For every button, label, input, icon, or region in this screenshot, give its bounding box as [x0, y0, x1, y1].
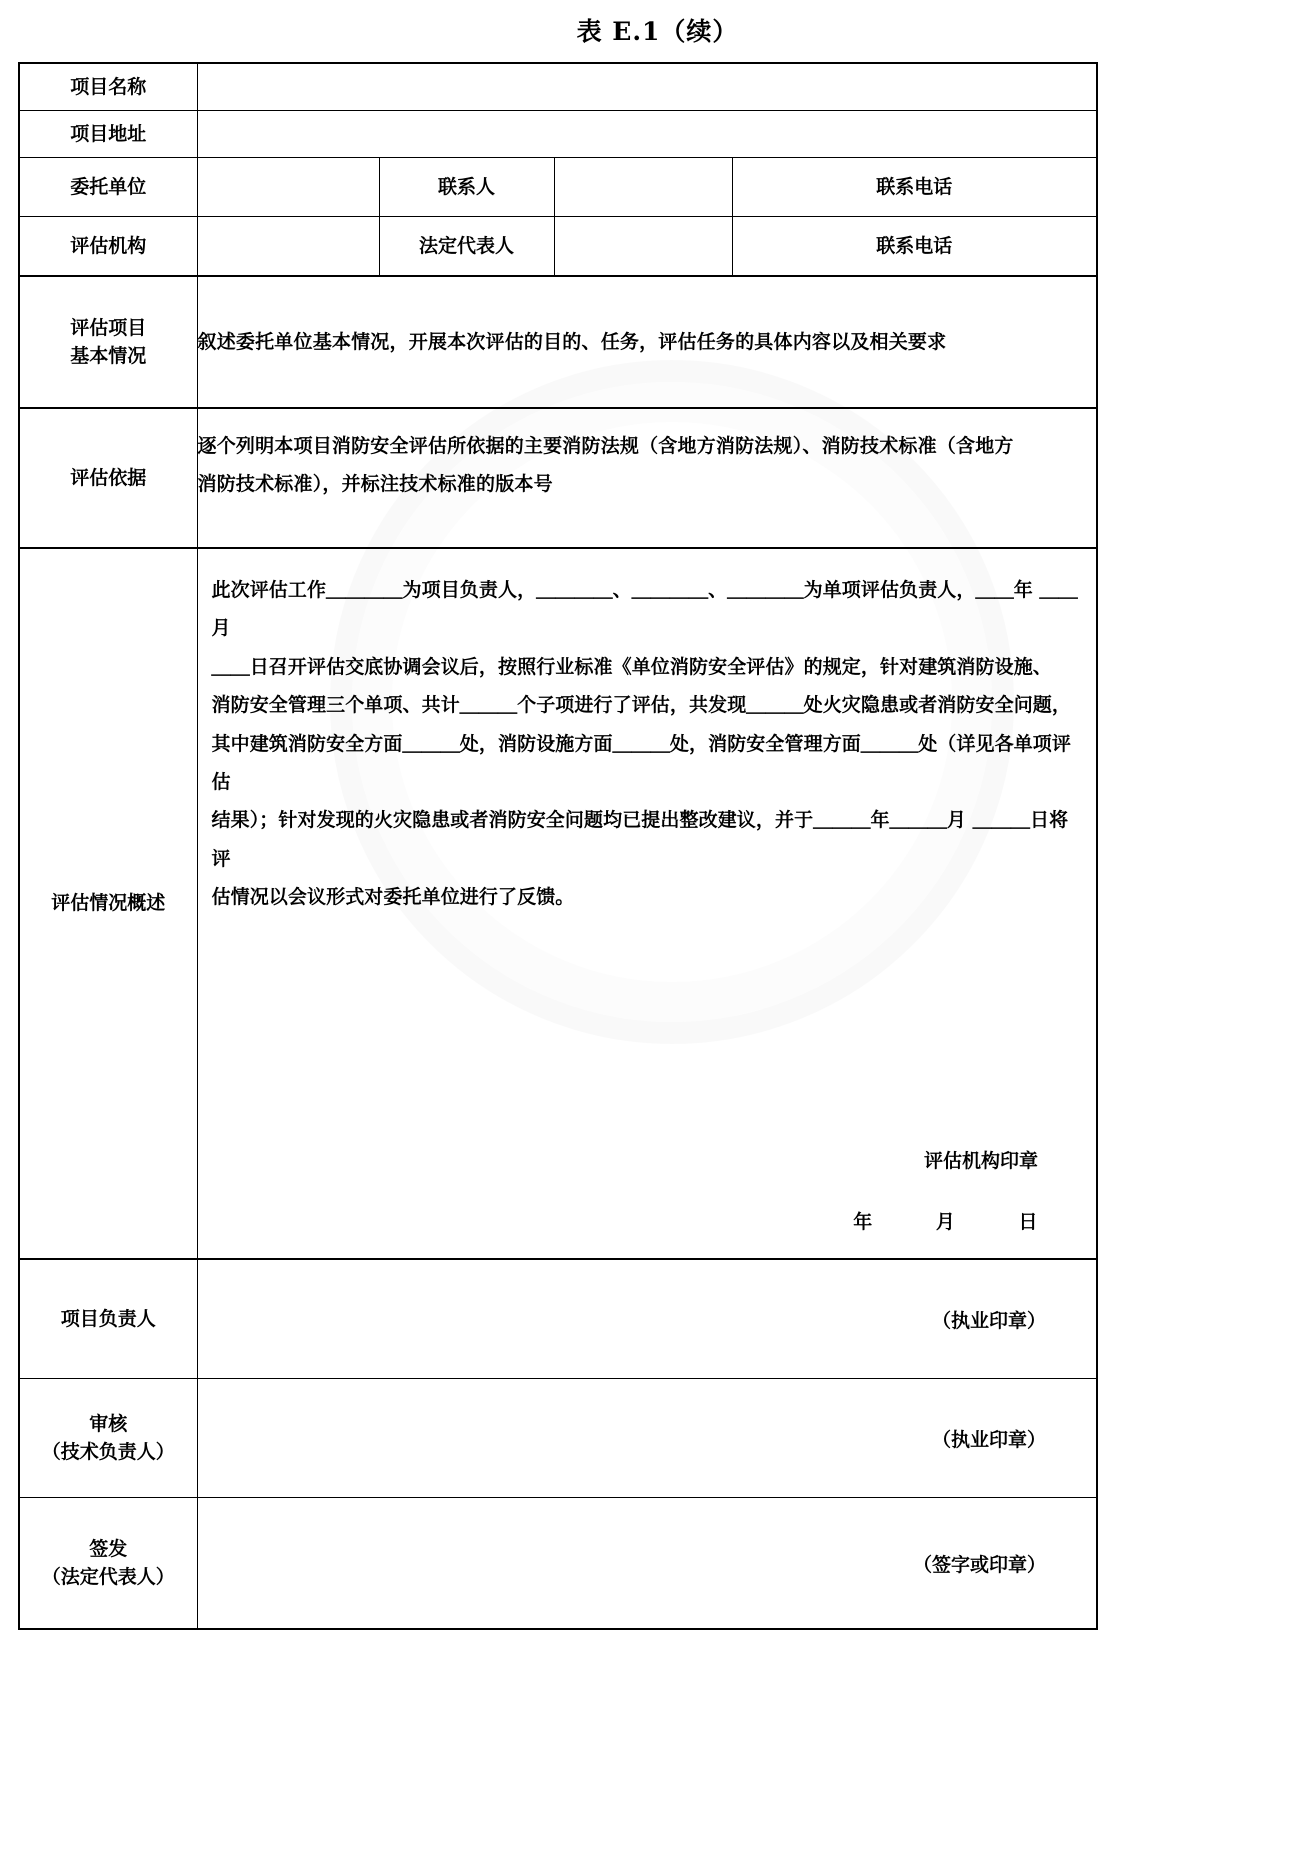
summary-line-6: 估情况以会议形式对委托单位进行了反馈。 — [211, 886, 575, 908]
label-client-phone: 联系电话 — [732, 158, 1097, 217]
table-row — [19, 276, 1097, 408]
summary-line-2: ＿＿日召开评估交底协调会议后，按照行业标准《单位消防安全评估》的规定，针对建筑消防设施、 — [211, 655, 1052, 678]
table-row — [19, 1498, 1097, 1630]
field-basic-info[interactable] — [197, 276, 1097, 408]
form-table-container — [18, 62, 1297, 1630]
label-basic-info-line2: 基本情况 — [70, 345, 147, 367]
summary-line-5: 结果）；针对发现的火灾隐患或者消防安全问题均已提出整改建议，并于＿＿＿年＿＿＿月 ＿＿＿日将评 — [211, 809, 1069, 870]
table-row — [19, 158, 1097, 217]
label-client-unit: 委托单位 — [19, 158, 197, 217]
label-basis: 评估依据 — [19, 408, 197, 548]
field-client-contact[interactable] — [554, 158, 732, 217]
label-basic-info-line1: 评估项目 — [70, 316, 147, 339]
label-assessment-org-phone: 联系电话 — [732, 217, 1097, 277]
table-row — [19, 548, 1097, 1259]
table-row — [19, 1379, 1097, 1498]
field-assessment-org[interactable] — [197, 217, 379, 277]
field-basis[interactable] — [197, 408, 1097, 548]
field-reviewer[interactable] — [197, 1379, 1097, 1498]
assessment-org-seal-block — [198, 1146, 1097, 1258]
label-project-address: 项目地址 — [19, 111, 197, 158]
field-issuer[interactable] — [197, 1498, 1097, 1630]
field-project-leader[interactable] — [197, 1259, 1097, 1379]
label-issuer-line2: （法定代表人） — [41, 1566, 175, 1589]
label-summary: 评估情况概述 — [19, 548, 197, 1259]
field-client-unit[interactable] — [197, 158, 379, 217]
field-project-name[interactable] — [197, 63, 1097, 111]
field-legal-representative[interactable] — [554, 217, 732, 277]
issuer-stamp-note: （签字或印章） — [912, 1553, 1046, 1576]
seal-date-line — [198, 1207, 1039, 1234]
page-title: 表 E.1（续） — [576, 17, 739, 46]
seal-date-year: 年 — [853, 1211, 873, 1234]
seal-date-day: 日 — [1018, 1211, 1038, 1234]
label-assessment-org: 评估机构 — [19, 217, 197, 277]
assessment-org-seal-label: 评估机构印章 — [923, 1150, 1038, 1173]
table-row — [19, 217, 1097, 277]
label-issuer-line1: 签发 — [89, 1537, 128, 1560]
field-summary[interactable] — [197, 548, 1097, 1259]
label-project-name: 项目名称 — [19, 63, 197, 111]
label-project-leader: 项目负责人 — [19, 1259, 197, 1379]
basic-info-text: 叙述委托单位基本情况，开展本次评估的目的、任务，评估任务的具体内容以及相关要求 — [197, 331, 947, 353]
label-basic-info — [19, 276, 197, 408]
table-row — [19, 63, 1097, 111]
table-row — [19, 408, 1097, 548]
summary-empty-space — [198, 916, 1097, 1146]
table-row — [19, 1259, 1097, 1379]
label-client-contact: 联系人 — [379, 158, 554, 217]
basis-text-line1: 逐个列明本项目消防安全评估所依据的主要消防法规（含地方消防法规）、消防技术标准（含地方 — [197, 435, 1014, 457]
basis-text-line2: 消防技术标准），并标注技术标准的版本号 — [197, 473, 553, 495]
reviewer-stamp-note: （执业印章） — [931, 1428, 1046, 1451]
summary-line-3: 消防安全管理三个单项、共计＿＿＿个子项进行了评估，共发现＿＿＿处火灾隐患或者消防安全问题， — [211, 694, 1072, 717]
label-reviewer — [19, 1379, 197, 1498]
summary-line-4: 其中建筑消防安全方面＿＿＿处，消防设施方面＿＿＿处，消防安全管理方面＿＿＿处（详见各单项评估 — [211, 732, 1072, 793]
field-project-address[interactable] — [197, 111, 1097, 158]
seal-date-month: 月 — [935, 1211, 956, 1234]
summary-paragraph — [198, 549, 1097, 916]
label-reviewer-line2: （技术负责人） — [41, 1441, 175, 1464]
table-row — [19, 111, 1097, 158]
label-legal-representative: 法定代表人 — [379, 217, 554, 277]
summary-line-1: 此次评估工作＿＿＿＿为项目负责人，＿＿＿＿、＿＿＿＿、＿＿＿＿为单项评估负责人，＿＿年 ＿＿月 — [211, 579, 1078, 640]
assessment-form-table — [18, 62, 1098, 1630]
label-issuer — [19, 1498, 197, 1630]
label-reviewer-line1: 审核 — [89, 1412, 128, 1435]
project-leader-stamp-note: （执业印章） — [931, 1309, 1046, 1332]
